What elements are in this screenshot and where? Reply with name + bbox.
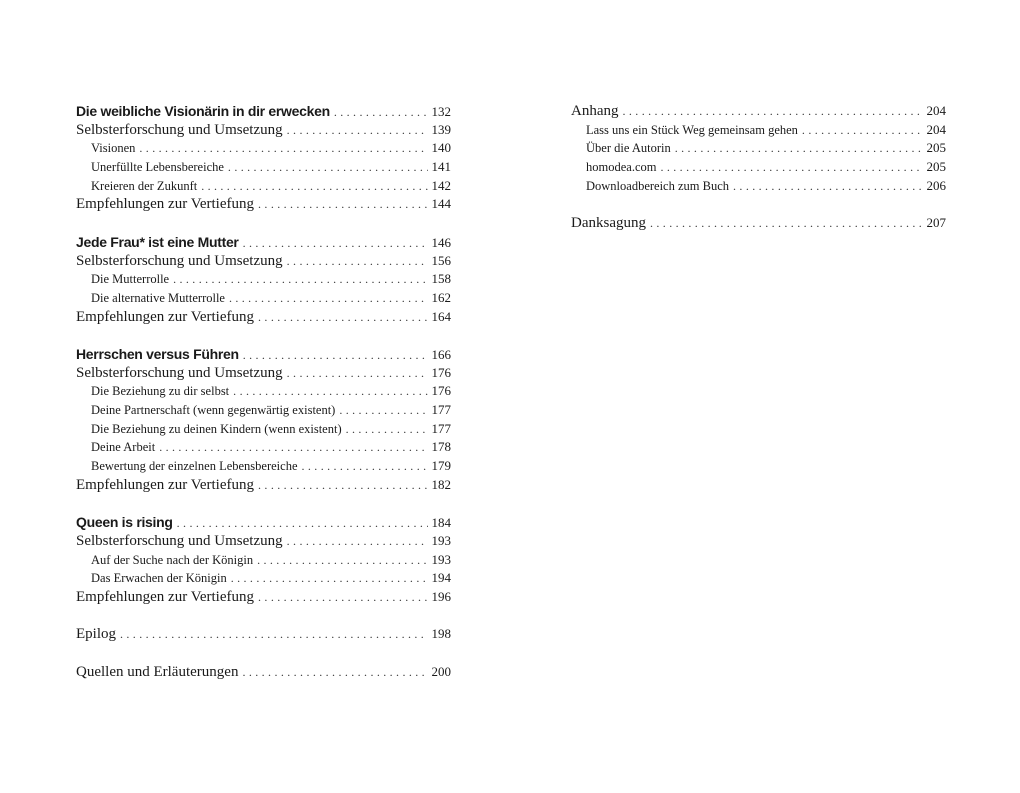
toc-title: Auf der Suche nach der Königin (91, 552, 254, 567)
toc-title: Über die Autorin (586, 141, 671, 156)
dot-leader (287, 532, 428, 551)
toc-page: 139 (431, 121, 451, 137)
dot-leader (229, 289, 428, 308)
toc-title: Epilog (76, 626, 116, 643)
toc-page: 184 (431, 515, 451, 531)
dot-leader (334, 103, 428, 122)
toc-entry[interactable] (76, 121, 451, 140)
toc-subentry[interactable] (76, 551, 451, 570)
toc-subentry[interactable] (571, 177, 946, 196)
dot-leader (173, 270, 427, 289)
toc-page: 204 (926, 103, 946, 118)
toc-page: 193 (431, 551, 451, 567)
toc-title: Visionen (91, 141, 136, 156)
toc-title: Kreieren der Zukunft (91, 178, 198, 193)
toc-title: Anhang (571, 103, 619, 119)
toc-entry-quellen[interactable] (76, 663, 451, 682)
dot-leader (258, 476, 427, 495)
dot-leader (177, 514, 428, 533)
toc-title: Empfehlungen zur Vertiefung (76, 308, 255, 325)
toc-title: Das Erwachen der Königin (91, 571, 227, 586)
toc-title: Unerfüllte Lebensbereiche (91, 160, 224, 175)
toc-subentry[interactable] (571, 121, 946, 140)
toc-page: 205 (926, 159, 946, 175)
toc-entry[interactable] (76, 308, 451, 327)
dot-leader (258, 308, 427, 327)
toc-subentry[interactable] (76, 438, 451, 457)
toc-page: 176 (431, 383, 451, 399)
toc-page: 164 (431, 308, 451, 324)
toc-title: Lass uns ein Stück Weg gemeinsam gehen (586, 122, 798, 137)
dot-leader (243, 346, 428, 365)
toc-page: 205 (926, 140, 946, 156)
dot-leader (242, 663, 427, 682)
dot-leader (258, 195, 427, 214)
toc-page: 162 (431, 289, 451, 305)
dot-leader (302, 457, 428, 476)
toc-entry-herrschen[interactable] (76, 345, 451, 364)
toc-title: Die Mutterrolle (91, 272, 170, 287)
toc-title: homodea.com (586, 160, 657, 175)
toc-entry-epilog[interactable] (76, 625, 451, 644)
toc-title: Downloadbereich zum Buch (586, 178, 730, 193)
toc-subentry[interactable] (76, 270, 451, 289)
toc-entry[interactable] (76, 532, 451, 551)
toc-page: 204 (926, 121, 946, 137)
toc-page: 158 (431, 271, 451, 287)
toc-right-column (571, 102, 946, 233)
toc-entry-danksagung[interactable] (571, 214, 946, 233)
toc-page: 196 (431, 588, 451, 604)
toc-entry[interactable] (76, 252, 451, 271)
toc-page: 132 (431, 104, 451, 119)
toc-title: Die Beziehung zu dir selbst (91, 384, 230, 399)
dot-leader (733, 177, 922, 196)
dot-leader (339, 401, 427, 420)
toc-page: 176 (431, 364, 451, 380)
dot-leader (660, 158, 922, 177)
toc-page: 177 (431, 402, 451, 417)
toc-page: 140 (431, 140, 451, 156)
toc-title: Die alternative Mutterrolle (91, 290, 225, 305)
toc-page: 200 (431, 663, 451, 679)
toc-entry[interactable] (76, 364, 451, 383)
toc-subentry[interactable] (76, 382, 451, 401)
toc-subentry[interactable] (76, 457, 451, 476)
toc-page: 193 (431, 532, 451, 548)
toc-entry[interactable] (76, 588, 451, 607)
toc-page: 141 (431, 159, 451, 175)
dot-leader (623, 102, 923, 121)
toc-title: Selbsterforschung und Umsetzung (76, 252, 283, 269)
toc-subentry[interactable] (76, 289, 451, 308)
dot-leader (139, 139, 427, 158)
toc-page: 206 (926, 177, 946, 193)
toc-subentry[interactable] (76, 569, 451, 588)
toc-title: Empfehlungen zur Vertiefung (76, 196, 255, 213)
toc-title: Danksagung (571, 215, 646, 232)
toc-title: Empfehlungen zur Vertiefung (76, 588, 255, 605)
toc-left-column (76, 102, 451, 681)
toc-subentry[interactable] (571, 158, 946, 177)
dot-leader (257, 551, 427, 570)
toc-entry-queen[interactable] (76, 513, 451, 532)
toc-subentry[interactable] (76, 158, 451, 177)
toc-title: Die weibliche Visionärin in dir erwecken (76, 103, 330, 119)
toc-entry-anhang[interactable] (571, 102, 946, 121)
toc-subentry[interactable] (571, 139, 946, 158)
toc-title: Deine Partnerschaft (wenn gegenwärtig existent) (91, 403, 336, 417)
toc-subentry[interactable] (76, 177, 451, 196)
toc-page: 182 (431, 476, 451, 492)
toc-title: Selbsterforschung und Umsetzung (76, 532, 283, 549)
toc-page: 178 (431, 439, 451, 455)
toc-page: 198 (431, 626, 451, 642)
toc-title: Selbsterforschung und Umsetzung (76, 364, 283, 381)
toc-subentry[interactable] (76, 420, 451, 439)
toc-title: Empfehlungen zur Vertiefung (76, 476, 255, 493)
toc-entry[interactable] (76, 195, 451, 214)
dot-leader (346, 420, 428, 439)
toc-entry[interactable] (76, 476, 451, 495)
toc-title: Die Beziehung zu deinen Kindern (wenn existent) (91, 421, 342, 436)
toc-page: 166 (431, 346, 451, 362)
dot-leader (287, 364, 428, 383)
dot-leader (650, 214, 923, 233)
dot-leader (228, 158, 428, 177)
dot-leader (201, 177, 427, 196)
toc-subentry[interactable] (76, 139, 451, 158)
toc-page: 146 (431, 234, 451, 250)
dot-leader (287, 252, 428, 271)
toc-title: Quellen und Erläuterungen (76, 663, 239, 680)
toc-title: Herrschen versus Führen (76, 345, 239, 362)
toc-page: 179 (431, 458, 451, 474)
toc-page: 144 (431, 196, 451, 212)
toc-page: 156 (431, 252, 451, 268)
dot-leader (802, 121, 923, 140)
dot-leader (159, 438, 427, 457)
dot-leader (287, 121, 428, 140)
toc-title: Queen is rising (76, 514, 173, 531)
toc-entry-visionaerin[interactable] (76, 102, 451, 121)
toc-title: Jede Frau* ist eine Mutter (76, 233, 239, 250)
dot-leader (243, 234, 428, 253)
dot-leader (120, 625, 428, 644)
toc-page: 207 (926, 215, 946, 231)
toc-title: Selbsterforschung und Umsetzung (76, 121, 283, 138)
toc-page: 142 (431, 177, 451, 193)
toc-title: Bewertung der einzelnen Lebensbereiche (91, 459, 298, 474)
toc-page: 177 (431, 420, 451, 436)
dot-leader (258, 588, 427, 607)
dot-leader (675, 139, 923, 158)
dot-leader (233, 382, 427, 401)
toc-subentry[interactable] (76, 401, 451, 420)
toc-page: 194 (431, 570, 451, 586)
toc-title: Deine Arbeit (91, 440, 156, 455)
dot-leader (231, 569, 428, 588)
toc-entry-mutter[interactable] (76, 233, 451, 252)
